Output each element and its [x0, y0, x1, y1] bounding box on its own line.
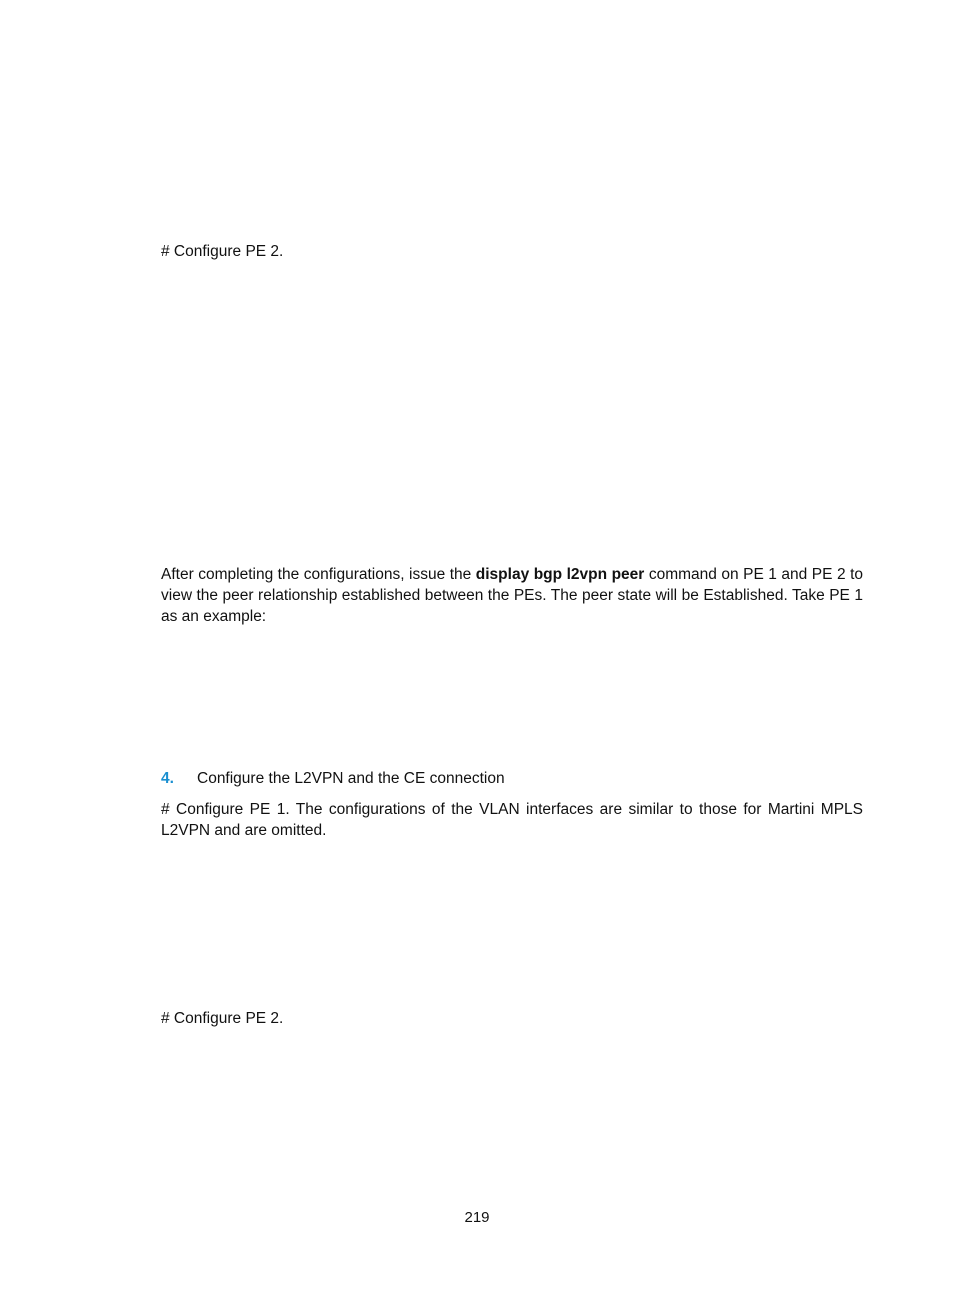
configure-pe2-text: # Configure PE 2. — [161, 243, 284, 260]
configure-pe2-text-2: # Configure PE 2. — [161, 1010, 284, 1027]
page-number: 219 — [464, 1209, 490, 1226]
verification-text-after: command on PE 1 and PE 2 to view the peer relationship established between the PEs. The peer state will be Established. Take PE 1 as an example: — [161, 566, 863, 625]
step-title: Configure the L2VPN and the CE connection — [197, 770, 505, 787]
verification-paragraph — [161, 564, 863, 627]
configure-pe1-paragraph: # Configure PE 1. The configurations of the VLAN interfaces are similar to those for Martini MPLS L2VPN and are omitted. — [161, 801, 863, 839]
command-keyword: display bgp l2vpn peer — [475, 566, 645, 583]
step-number: 4. — [161, 770, 174, 787]
verification-text-before: After completing the configurations, issue the — [161, 566, 476, 583]
